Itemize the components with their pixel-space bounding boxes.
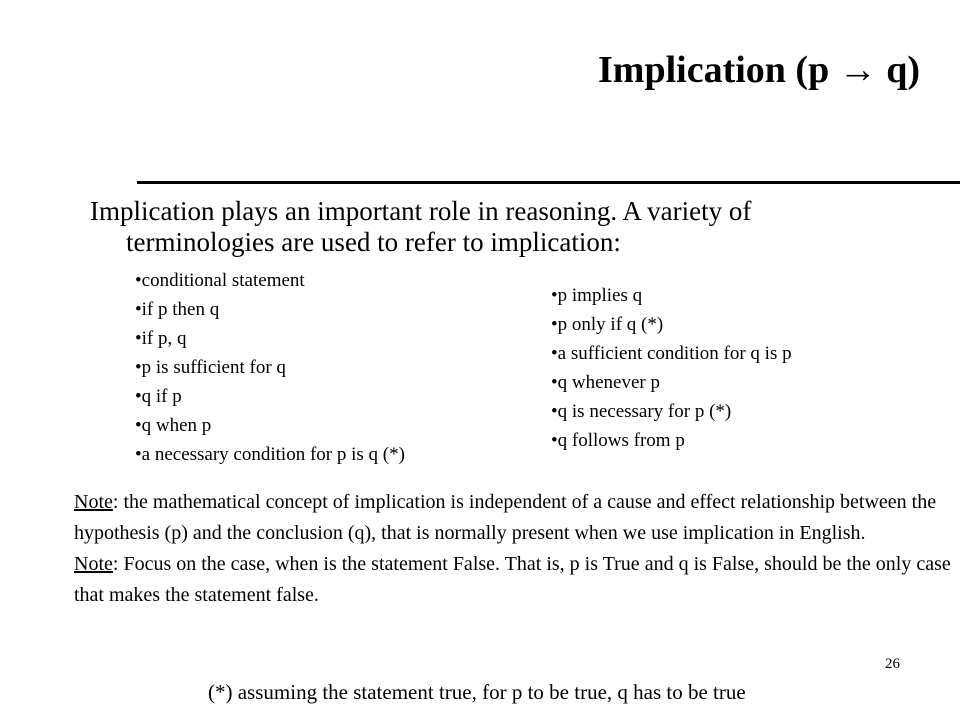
terminology-list-left <box>135 266 405 469</box>
note-label: Note <box>74 553 113 575</box>
list-item: • q when p <box>135 411 405 440</box>
list-item: • q follows from p <box>551 426 792 455</box>
note-label: Note <box>74 491 113 513</box>
list-item: • conditional statement <box>135 266 405 295</box>
list-item: • if p then q <box>135 295 405 324</box>
note-paragraph <box>74 487 954 549</box>
note-paragraph <box>74 549 954 611</box>
list-item: • q if p <box>135 382 405 411</box>
note-text: : Focus on the case, when is the statement False. That is, p is True and q is False, should be the only case that makes the statement false. <box>74 553 951 606</box>
list-item: • a sufficient condition for q is p <box>551 339 792 368</box>
notes-section <box>74 487 954 611</box>
slide-title: Implication (p → q) <box>598 49 920 91</box>
intro-line-2: terminologies are used to refer to implication: <box>126 227 621 257</box>
list-item: • if p, q <box>135 324 405 353</box>
list-item: • p is sufficient for q <box>135 353 405 382</box>
intro-paragraph <box>90 196 940 258</box>
list-item: • q is necessary for p (*) <box>551 397 792 426</box>
slide-number: 26 <box>885 656 900 672</box>
list-item: • p only if q (*) <box>551 310 792 339</box>
intro-line-1: Implication plays an important role in reasoning. A variety of <box>90 196 752 226</box>
note-text: : the mathematical concept of implication is independent of a cause and effect relationship between the hypothesis (p) and the conclusion (q), that is normally present when we use implication in English. <box>74 491 937 544</box>
list-item: • a necessary condition for p is q (*) <box>135 440 405 469</box>
list-item: • q whenever p <box>551 368 792 397</box>
footnote: (*) assuming the statement true, for p to be true, q has to be true <box>208 680 746 704</box>
list-item: • p implies q <box>551 281 792 310</box>
terminology-list-right <box>551 281 792 455</box>
title-divider <box>137 181 960 184</box>
